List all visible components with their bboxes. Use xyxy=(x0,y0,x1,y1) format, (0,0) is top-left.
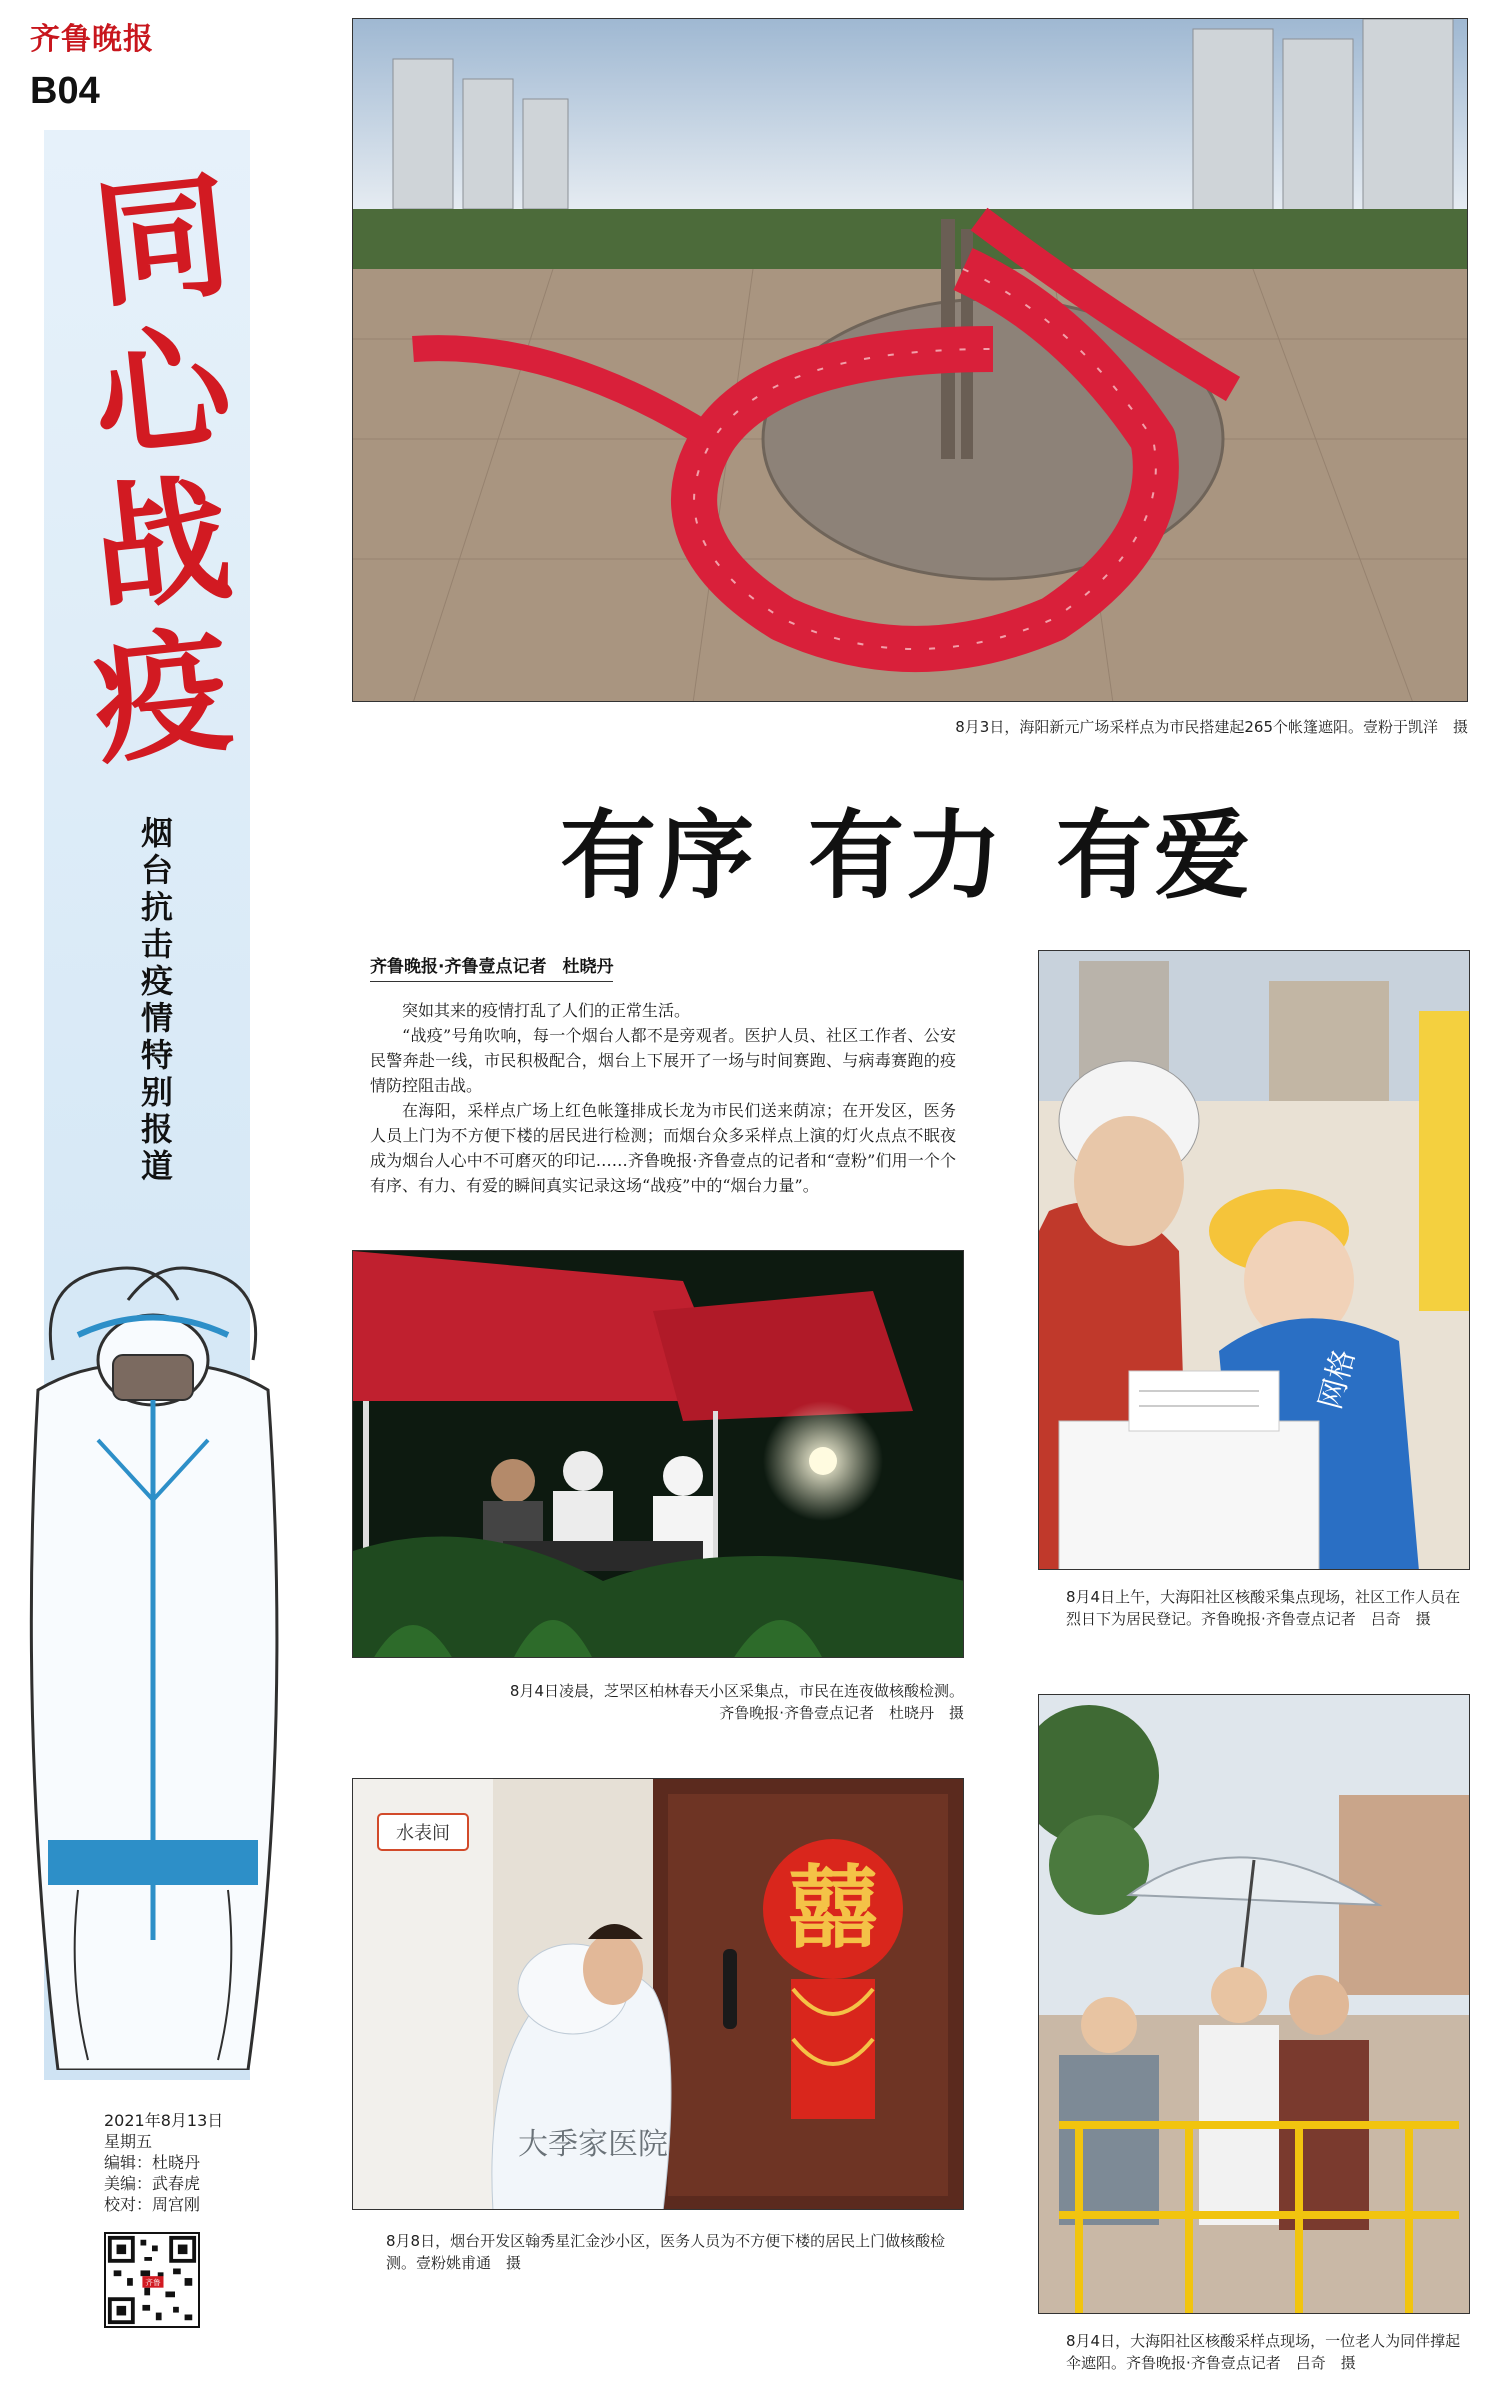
photo4-caption: 8月8日，烟台开发区翰秀星汇金沙小区，医务人员为不方便下楼的居民上门做核酸检测。壹粉姚甫通 摄 xyxy=(386,2232,946,2272)
headline-word: 有爱 xyxy=(1056,800,1252,912)
qr-label: 齐鲁 xyxy=(145,2277,161,2287)
designer: 美编：武春虎 xyxy=(104,2174,201,2193)
photo-door-testing xyxy=(352,1778,964,2210)
byline-outlet: 齐鲁晚报·齐鲁壹点记者 xyxy=(370,957,547,977)
article-paragraph: 突如其来的疫情打乱了人们的正常生活。 xyxy=(402,1001,691,1020)
vest-text: 网格 xyxy=(1312,1346,1363,1414)
photo-tents-square xyxy=(352,18,1468,702)
photo3-caption-line2: 齐鲁晚报·齐鲁壹点记者 杜晓丹 摄 xyxy=(719,1704,964,1722)
photo-registration xyxy=(1038,950,1470,1570)
article-paragraph: “战疫”号角吹响，每一个烟台人都不是旁观者。医护人员、社区工作者、公安民警奔赴一线，市民积极配合，烟台上下展开了一场与时间赛跑、与病毒赛跑的疫情防控阻击战。 xyxy=(370,1026,956,1095)
gown-text: 大季家医院 xyxy=(518,2127,668,2162)
byline xyxy=(370,952,613,982)
article-paragraph: 在海阳，采样点广场上红色帐篷排成长龙为市民们送来荫凉；在开发区，医务人员上门为不方便下楼的居民进行检测；而烟台众多采样点上演的灯火点点不眠夜成为烟台人心中不可磨灭的印记……齐鲁晚报·齐鲁壹点的记者和“壹粉”们用一个个有序、有力、有爱的瞬间真实记录这场“战疫”中的“烟台力量”。 xyxy=(370,1101,956,1195)
article-body xyxy=(370,998,956,1198)
photo1-caption: 8月3日，海阳新元广场采样点为市民搭建起265个帐篷遮阳。壹粉于凯洋 摄 xyxy=(955,718,1468,736)
side-subtitle: 烟台抗击疫情特别报道 xyxy=(140,814,173,1185)
side-title-char: 疫 xyxy=(86,610,238,784)
xi-character: 囍 xyxy=(788,1856,878,1961)
proofreader: 校对：周宫刚 xyxy=(104,2195,201,2214)
date: 2021年8月13日 xyxy=(104,2111,224,2130)
headline-word: 有力 xyxy=(808,800,1004,912)
side-title-char: 同 xyxy=(86,154,238,328)
editor: 编辑：杜晓丹 xyxy=(104,2153,201,2172)
byline-name: 杜晓丹 xyxy=(562,957,614,977)
photo2-caption: 8月4日上午，大海阳社区核酸采集点现场，社区工作人员在烈日下为居民登记。齐鲁晚报·齐鲁壹点记者 吕奇 摄 xyxy=(1066,1588,1461,1628)
photo5-caption: 8月4日，大海阳社区核酸采样点现场，一位老人为同伴撑起伞遮阳。齐鲁晚报·齐鲁壹点记者 吕奇 摄 xyxy=(1066,2332,1461,2372)
photo-umbrella xyxy=(1038,1694,1470,2314)
photo3-caption-line1: 8月4日凌晨，芝罘区柏林春天小区采集点，市民在连夜做核酸检测。 xyxy=(509,1682,964,1700)
door-sign: 水表间 xyxy=(396,1823,450,1844)
photo-night-testing xyxy=(352,1250,964,1658)
headline xyxy=(560,780,1252,917)
doctor-illustration xyxy=(18,1240,288,2070)
headline-word: 有序 xyxy=(560,800,756,912)
side-title-char: 心 xyxy=(86,306,238,480)
page-code: B04 xyxy=(30,70,100,112)
side-title-char: 战 xyxy=(86,458,238,632)
qr-code[interactable] xyxy=(104,2232,200,2328)
photo3-caption xyxy=(352,1680,964,1724)
side-title xyxy=(62,154,262,784)
weekday: 星期五 xyxy=(104,2132,153,2151)
edition-meta xyxy=(104,2110,223,2215)
masthead-logo: 齐鲁晚报 xyxy=(30,22,154,57)
